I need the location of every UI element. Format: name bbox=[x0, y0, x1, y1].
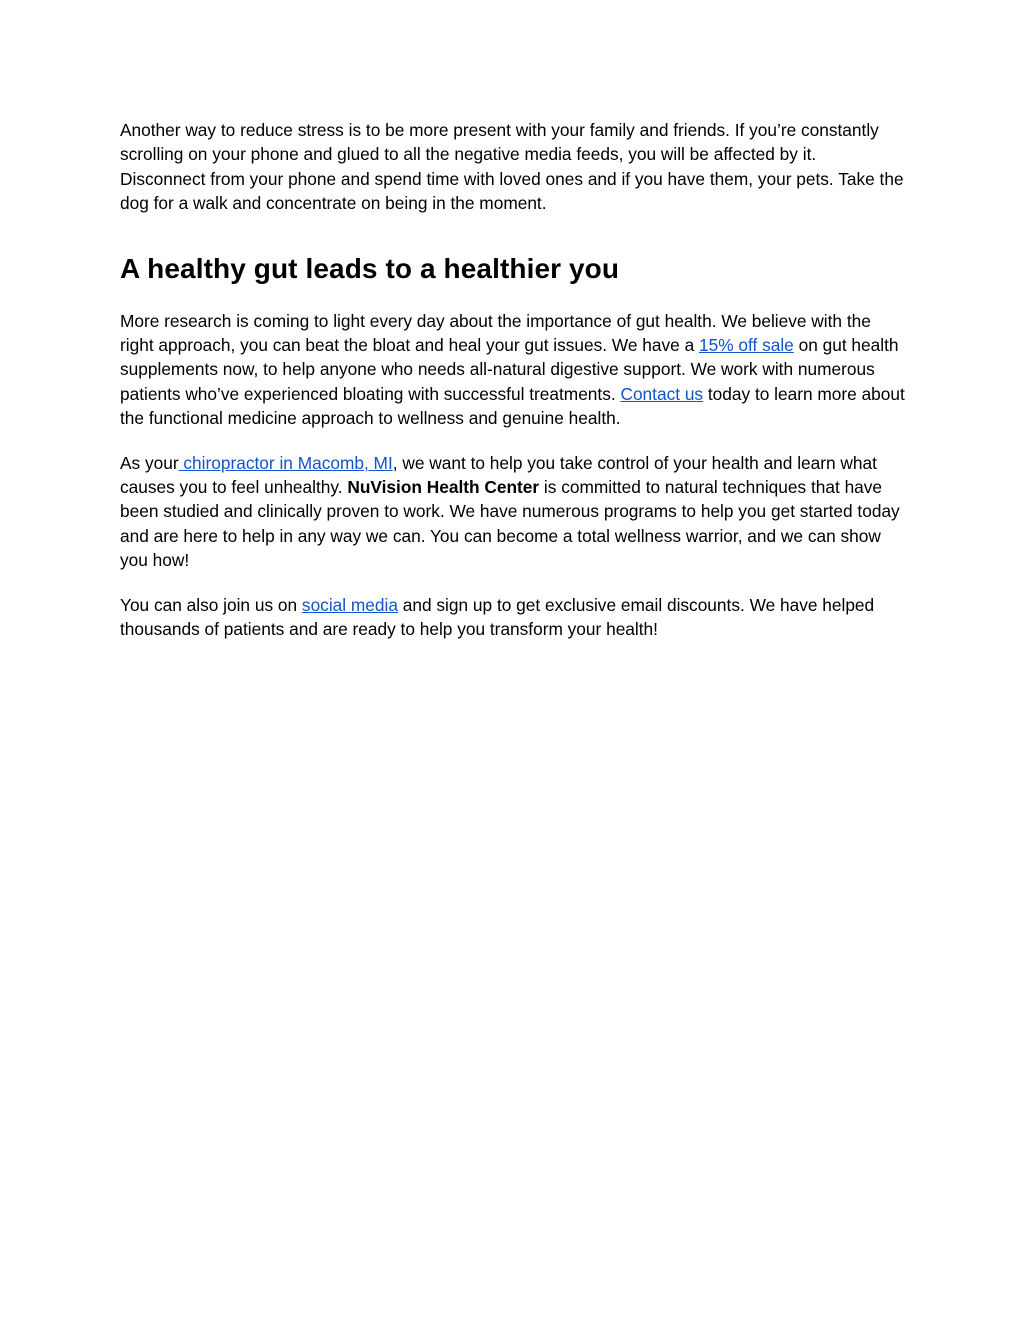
social-media-link[interactable]: social media bbox=[301, 594, 398, 615]
intro-paragraph: Another way to reduce stress is to be more present with your family and friends. If you’re constantly scrolling on your phone and glued to all the negative media feeds, you will be affected by it. Disconnect from your phone and spend time with loved ones and if you have them, your pets. Take the dog for a walk and concentrate on being in the moment. bbox=[120, 120, 904, 214]
brand-name: NuVision Health Center bbox=[347, 477, 540, 498]
chiro-text-3: is committed to natural techniques that have been studied and clinically proven to work. We have numerous programs to help you get started today and are here to help in any way we can. You can become a total wellness warrior, and we can show you how! bbox=[120, 477, 900, 571]
research-text-3: today to learn more about the functional medicine approach to wellness and genuine health. bbox=[120, 383, 905, 429]
contact-us-link[interactable]: Contact us bbox=[620, 383, 704, 404]
chiropractor-paragraph bbox=[120, 451, 905, 573]
document-page bbox=[120, 118, 905, 642]
research-text-2: on gut health supplements now, to help anyone who needs all-natural digestive support. We work with numerous patients who’ve experienced bloating with successful treatments. bbox=[120, 335, 899, 404]
chiropractor-link[interactable]: chiropractor in Macomb, MI bbox=[178, 452, 393, 473]
chiro-text-1: As your bbox=[120, 452, 179, 473]
sale-link[interactable]: 15% off sale bbox=[698, 335, 794, 356]
research-paragraph bbox=[120, 309, 905, 431]
social-paragraph bbox=[120, 593, 905, 642]
social-text-2: and sign up to get exclusive email discounts. We have helped thousands of patients and are ready to help you transform your health! bbox=[120, 594, 875, 640]
research-text-1: More research is coming to light every day about the importance of gut health. We believe with the right approach, you can beat the bloat and heal your gut issues. We have a bbox=[120, 310, 871, 356]
social-text-1: You can also join us on bbox=[120, 594, 302, 615]
chiro-text-2: , we want to help you take control of your health and learn what causes you to feel unhealthy. bbox=[120, 452, 877, 498]
section-heading: A healthy gut leads to a healthier you bbox=[120, 252, 620, 284]
